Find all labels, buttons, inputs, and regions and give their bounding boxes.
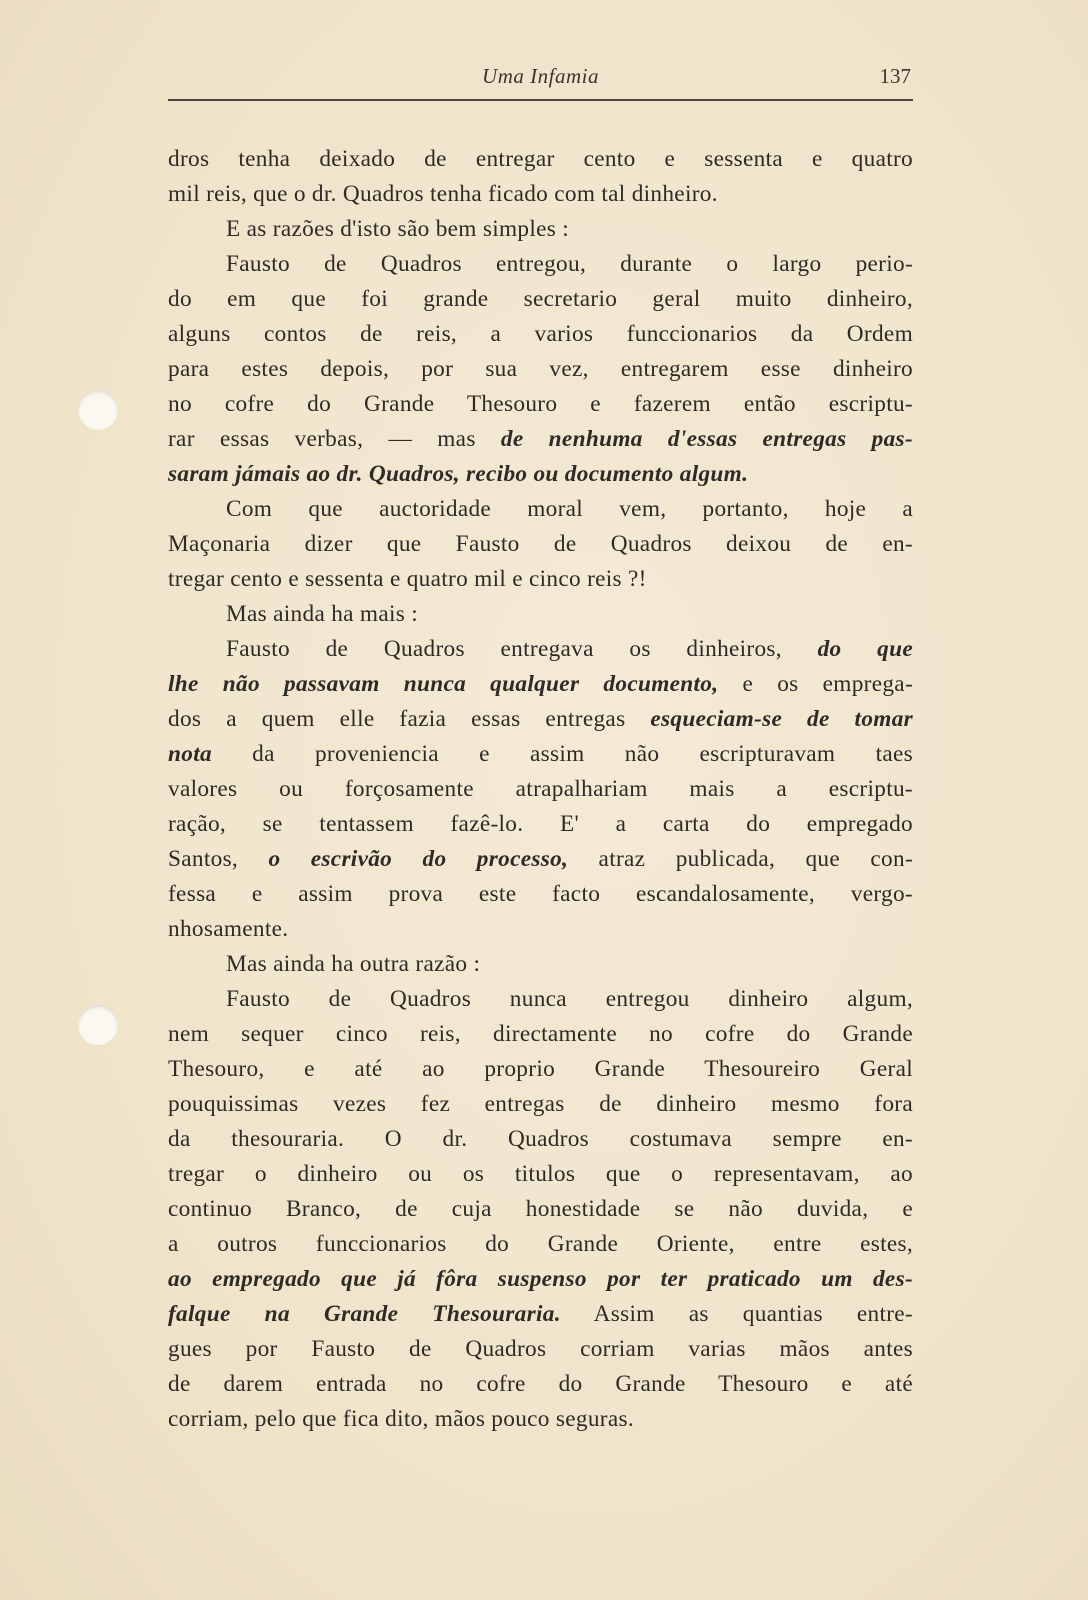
text-run: rar essas verbas, — mas bbox=[168, 426, 501, 452]
text-line bbox=[168, 982, 913, 1017]
text-line bbox=[168, 1052, 913, 1087]
italic-run: nota bbox=[168, 741, 212, 767]
text-run: Mas ainda ha outra razão : bbox=[226, 951, 481, 977]
italic-run: de nenhuma d'essas entregas pas- bbox=[500, 426, 913, 452]
text-line bbox=[168, 1192, 913, 1227]
text-run: corriam, pelo que fica dito, mãos pouco seguras. bbox=[168, 1406, 634, 1432]
text-run: Santos, bbox=[168, 846, 269, 872]
text-line bbox=[168, 947, 913, 982]
italic-run: ao empregado que já fôra suspenso por ter praticado um des- bbox=[168, 1266, 913, 1292]
binding-hole bbox=[78, 1005, 118, 1045]
binding-hole bbox=[78, 390, 118, 430]
text-run: e os emprega- bbox=[718, 671, 914, 697]
italic-run: esqueciam-se de tomar bbox=[650, 706, 914, 732]
text-line bbox=[168, 842, 913, 877]
text-line bbox=[168, 317, 913, 352]
text-line bbox=[168, 877, 913, 912]
text-run: atraz publicada, que con- bbox=[568, 846, 913, 872]
text-run: continuo Branco, de cuja honestidade se não duvida, e bbox=[168, 1196, 913, 1222]
italic-run: saram jámais ao dr. Quadros, recibo ou documento algum. bbox=[168, 461, 749, 487]
text-run: mil reis, que o dr. Quadros tenha ficado com tal dinheiro. bbox=[168, 181, 718, 207]
text-run: Com que auctoridade moral vem, portanto, hoje a bbox=[226, 496, 913, 522]
text-line bbox=[168, 632, 913, 667]
text-line bbox=[168, 1087, 913, 1122]
text-run: do em que foi grande secretario geral muito dinheiro, bbox=[168, 286, 913, 312]
text-run: ração, se tentassem fazê-lo. E' a carta do empregado bbox=[168, 811, 913, 837]
text-line bbox=[168, 597, 913, 632]
text-line bbox=[168, 387, 913, 422]
header-rule bbox=[168, 99, 913, 101]
text-line bbox=[168, 807, 913, 842]
text-run: dos a quem elle fazia essas entregas bbox=[168, 706, 651, 732]
text-run: Maçonaria dizer que Fausto de Quadros deixou de en- bbox=[168, 531, 913, 557]
italic-run: falque na Grande Thesouraria. bbox=[168, 1301, 561, 1327]
text-run: tregar cento e sessenta e quatro mil e cinco reis ?! bbox=[168, 566, 647, 592]
text-line bbox=[168, 1367, 913, 1402]
running-title: Uma Infamia bbox=[482, 64, 599, 88]
text-run: da proveniencia e assim não escripturavam taes bbox=[211, 741, 913, 767]
page-number: 137 bbox=[879, 64, 911, 88]
text-line bbox=[168, 1157, 913, 1192]
text-line bbox=[168, 422, 913, 457]
text-run: da thesouraria. O dr. Quadros costumava sempre en- bbox=[168, 1126, 913, 1152]
text-line bbox=[168, 352, 913, 387]
text-line bbox=[168, 1122, 913, 1157]
text-line bbox=[168, 667, 913, 702]
text-line bbox=[168, 1017, 913, 1052]
text-run: nem sequer cinco reis, directamente no cofre do Grande bbox=[168, 1021, 913, 1047]
text-run: Fausto de Quadros entregou, durante o largo perio- bbox=[226, 251, 913, 277]
text-line bbox=[168, 772, 913, 807]
text-line bbox=[168, 177, 913, 212]
text-line bbox=[168, 1332, 913, 1367]
text-line bbox=[168, 1402, 913, 1437]
text-line bbox=[168, 562, 913, 597]
text-line bbox=[168, 142, 913, 177]
text-run: pouquissimas vezes fez entregas de dinheiro mesmo fora bbox=[168, 1091, 913, 1117]
text-line bbox=[168, 912, 913, 947]
text-run: a outros funccionarios do Grande Oriente, entre estes, bbox=[168, 1231, 913, 1257]
text-run: nhosamente. bbox=[168, 916, 289, 942]
italic-run: lhe não passavam nunca qualquer documento, bbox=[168, 671, 719, 697]
text-line bbox=[168, 1262, 913, 1297]
text-line bbox=[168, 282, 913, 317]
text-run: tregar o dinheiro ou os titulos que o representavam, ao bbox=[168, 1161, 913, 1187]
text-line bbox=[168, 1297, 913, 1332]
text-run: de darem entrada no cofre do Grande Thesouro e até bbox=[168, 1371, 913, 1397]
text-line bbox=[168, 1227, 913, 1262]
text-run: Fausto de Quadros nunca entregou dinheiro algum, bbox=[226, 986, 913, 1012]
italic-run: o escrivão do processo, bbox=[268, 846, 569, 872]
text-run: gues por Fausto de Quadros corriam varias mãos antes bbox=[168, 1336, 913, 1362]
text-run: Thesouro, e até ao proprio Grande Thesoureiro Geral bbox=[168, 1056, 913, 1082]
running-header bbox=[168, 64, 913, 98]
text-line bbox=[168, 457, 913, 492]
text-run: para estes depois, por sua vez, entregarem esse dinheiro bbox=[168, 356, 913, 382]
text-run: fessa e assim prova este facto escandalosamente, vergo- bbox=[168, 881, 913, 907]
text-line bbox=[168, 492, 913, 527]
text-line bbox=[168, 247, 913, 282]
text-line bbox=[168, 527, 913, 562]
body-text bbox=[168, 142, 913, 1437]
text-run: valores ou forçosamente atrapalhariam mais a escriptu- bbox=[168, 776, 913, 802]
text-line bbox=[168, 702, 913, 737]
text-line bbox=[168, 737, 913, 772]
text-run: Mas ainda ha mais : bbox=[226, 601, 419, 627]
text-run: Assim as quantias entre- bbox=[560, 1301, 913, 1327]
text-run: Fausto de Quadros entregava os dinheiros, bbox=[226, 636, 818, 662]
text-run: E as razões d'isto são bem simples : bbox=[226, 216, 570, 242]
text-line bbox=[168, 212, 913, 247]
text-run: dros tenha deixado de entregar cento e sessenta e quatro bbox=[168, 146, 913, 172]
text-run: no cofre do Grande Thesouro e fazerem então escriptu- bbox=[168, 391, 913, 417]
italic-run: do que bbox=[817, 636, 913, 662]
text-run: alguns contos de reis, a varios funccionarios da Ordem bbox=[168, 321, 913, 347]
